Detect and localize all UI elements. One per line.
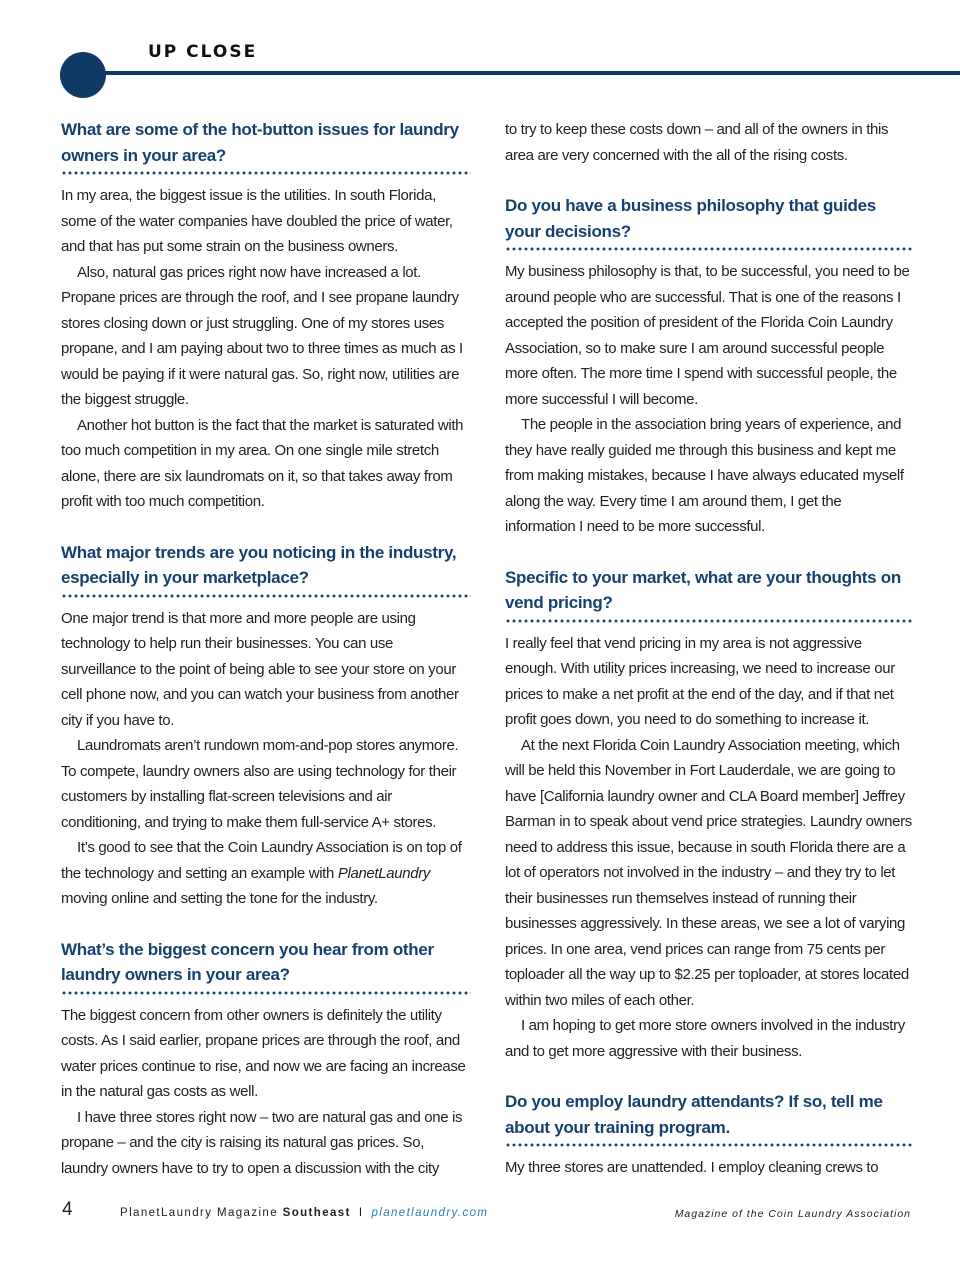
answer-text: moving online and setting the tone for the industry. bbox=[61, 890, 378, 907]
edition-name: Southeast bbox=[282, 1207, 351, 1219]
footer-separator: I bbox=[358, 1207, 364, 1219]
answer-paragraph: I have three stores right now – two are natural gas and one is propane – and the city is raising its natural gas prices. So, laundry owners have to try to open a discussion with the city bbox=[61, 1108, 463, 1177]
answer-paragraph bbox=[61, 835, 471, 912]
answer-paragraph: One major trend is that more and more people are using technology to help run their businesses. You can use surveillance to the point of being able to see your store on your cell phone now, and you can watch your business from another city if you have to. bbox=[61, 609, 459, 729]
answer-text: It’s good to see that the Coin Laundry Association is on top of the technology and setting an example with bbox=[61, 839, 462, 882]
header-circle-decoration bbox=[60, 52, 106, 98]
answer-paragraph: My business philosophy is that, to be successful, you need to be around people who are successful. That is one of the reasons I accepted the position of president of the Florida Coin Laundry Association, so to make sure I am around successful people more often. The more time I spend with successful people, the more successful I will become. bbox=[505, 263, 910, 408]
question-heading: Do you have a business philosophy that guides your decisions? bbox=[505, 196, 876, 241]
question-heading: What major trends are you noticing in the industry, especially in your marketplace? bbox=[61, 542, 457, 587]
answer-paragraph: At the next Florida Coin Laundry Association meeting, which will be held this November in Fort Lauderdale, we are going to have [California laundry owner and CLA Board member] Jeffrey Barman in to speak about vend price strategies. Laundry owners need to address this issue, because in south Florida there are a lot of operators not involved in the industry – and they try to let their businesses run themselves instead of running their businesses aggressively. In these areas, we see a lot of varying prices. In one area, vend prices can range from 75 cents per toploader all the way up to $2.25 per toploader, at stores located within two miles of each other. bbox=[505, 736, 912, 1009]
website-link[interactable]: planetlaundry.com bbox=[371, 1207, 489, 1219]
dotted-divider bbox=[61, 594, 471, 598]
question-heading: Specific to your market, what are your thoughts on vend pricing? bbox=[505, 567, 901, 612]
answer-paragraph: Laundromats aren’t rundown mom-and-pop stores anymore. To compete, laundry owners also are using technology for their customers by installing flat-screen televisions and air conditioning, and trying to make them full-service A+ stores. bbox=[61, 737, 459, 831]
magazine-title: PlanetLaundry bbox=[337, 864, 431, 882]
answer-paragraph: The biggest concern from other owners is definitely the utility costs. As I said earlier, propane prices are through the roof, and water prices continue to rise, and now we are facing an increase in the natural gas costs as well. bbox=[61, 1006, 466, 1100]
answer-paragraph: Another hot button is the fact that the market is saturated with too much competition in my area. On one single mile stretch alone, there are six laundromats on it, so that takes away from profit with too much competition. bbox=[61, 416, 464, 510]
answer-paragraph: My three stores are unattended. I employ cleaning crews to bbox=[505, 1159, 879, 1176]
dotted-divider bbox=[505, 1143, 913, 1147]
dotted-divider bbox=[61, 991, 471, 995]
section-label: UP CLOSE bbox=[148, 42, 258, 62]
dotted-divider bbox=[61, 171, 471, 175]
question-heading: What’s the biggest concern you hear from other laundry owners in your area? bbox=[61, 939, 434, 984]
footer-association: Magazine of the Coin Laundry Association bbox=[674, 1208, 911, 1220]
left-column bbox=[61, 117, 471, 1181]
page-number: 4 bbox=[62, 1199, 73, 1220]
header-rule bbox=[82, 71, 960, 75]
question-heading: Do you employ laundry attendants? If so, tell me about your training program. bbox=[505, 1092, 883, 1137]
question-heading: What are some of the hot-button issues for laundry owners in your area? bbox=[61, 120, 459, 165]
answer-paragraph: Also, natural gas prices right now have increased a lot. Propane prices are through the roof, and I see propane laundry stores closing down or just struggling. One of my stores uses propane, and I am paying about two to three times as much as I would be paying if it were natural gas. So, right now, utilities are the biggest struggle. bbox=[61, 263, 463, 408]
answer-paragraph: The people in the association bring years of experience, and they have really guided me through this business and kept me from making mistakes, because I have always educated myself along the way. Every time I am around them, I get the information I need to be more successful. bbox=[505, 416, 904, 535]
right-column bbox=[505, 117, 913, 1181]
footer-publication bbox=[120, 1207, 488, 1219]
dotted-divider bbox=[505, 619, 913, 623]
answer-paragraph: I really feel that vend pricing in my area is not aggressive enough. With utility prices increasing, we need to increase our prices to make a net profit at the end of the day, and if that net profit goes down, you need to do something to increase it. bbox=[505, 634, 895, 728]
publication-name: PlanetLaundry Magazine bbox=[120, 1207, 279, 1219]
continued-paragraph: to try to keep these costs down – and all of the owners in this area are very concerned with the all of the rising costs. bbox=[505, 121, 889, 164]
answer-paragraph: In my area, the biggest issue is the utilities. In south Florida, some of the water companies have doubled the price of water, and that has put some strain on the business owners. bbox=[61, 187, 453, 255]
dotted-divider bbox=[505, 247, 913, 251]
answer-paragraph: I am hoping to get more store owners involved in the industry and to get more aggressive with their business. bbox=[505, 1017, 905, 1060]
